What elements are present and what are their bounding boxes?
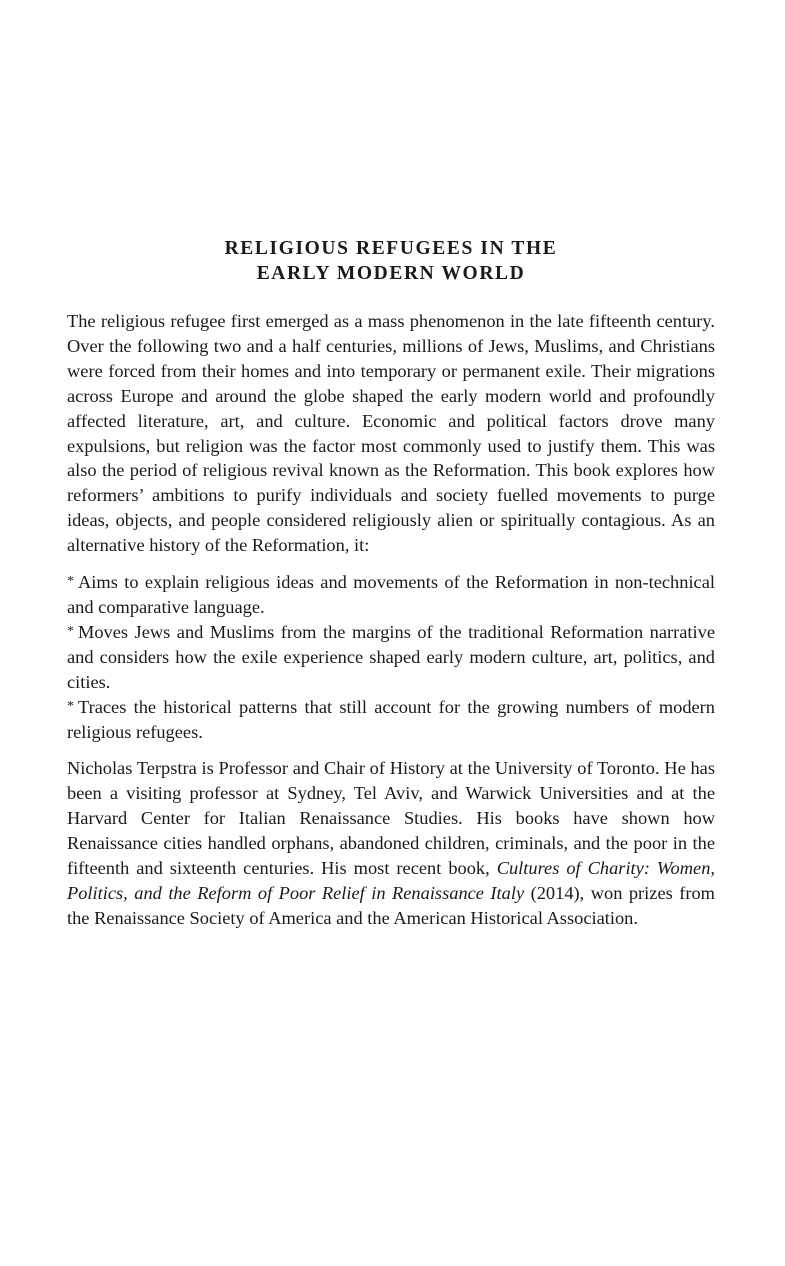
cited-book-title: Cultures of Charity: Women, Politics, and the Reform of Poor Relief in Renaissance Italy	[67, 858, 715, 903]
author-bio-text-end: (2014), won prizes from the Renaissance Society of America and the American Historical Association.	[67, 882, 715, 928]
star-bullet-icon: *	[67, 574, 74, 590]
back-cover-text	[67, 236, 715, 931]
star-bullet-icon: *	[67, 623, 74, 639]
bullet-text: Traces the historical patterns that still account for the growing numbers of modern religious refugees.	[67, 696, 715, 742]
bullet-list	[67, 570, 715, 744]
bullet-item	[67, 620, 715, 695]
book-title-line-1: RELIGIOUS REFUGEES IN THE	[224, 238, 558, 259]
star-bullet-icon: *	[67, 698, 74, 714]
author-bio-paragraph	[67, 756, 715, 930]
bullet-text: Aims to explain religious ideas and movements of the Reformation in non-technical and comparative language.	[67, 572, 715, 617]
bullet-item	[67, 695, 715, 745]
author-bio-text: Nicholas Terpstra is Professor and Chair of History at the University of Toronto. He has been a visiting professor at Sydney, Tel Aviv, and Warwick Universities and at the Harvard Center for Italian Renaissance Studies. His books have shown how Renaissance cities handled orphans, abandoned children, criminals, and the poor in the fifteenth and sixteenth centuries. His most recent book,	[67, 758, 715, 879]
intro-paragraph: The religious refugee first emerged as a mass phenomenon in the late fifteenth century. Over the following two and a half centuries, millions of Jews, Muslims, and Christians were forced from their homes and into temporary or permanent exile. Their migrations across Europe and around the globe shaped the early modern world and profoundly affected literature, art, and culture. Economic and political factors drove many expulsions, but religion was the factor most commonly used to justify them. This was also the period of religious revival known as the Reformation. This book explores how reformers’ ambitions to purify individuals and society fuelled movements to purge ideas, objects, and people considered religiously alien or spiritually contagious. As an alternative history of the Reformation, it:	[67, 311, 715, 556]
book-title-line-2: EARLY MODERN WORLD	[256, 263, 526, 284]
bullet-item	[67, 570, 715, 620]
bullet-text: Moves Jews and Muslims from the margins of the traditional Reformation narrative and considers how the exile experience shaped early modern culture, art, politics, and cities.	[67, 621, 715, 692]
book-title	[67, 236, 715, 286]
